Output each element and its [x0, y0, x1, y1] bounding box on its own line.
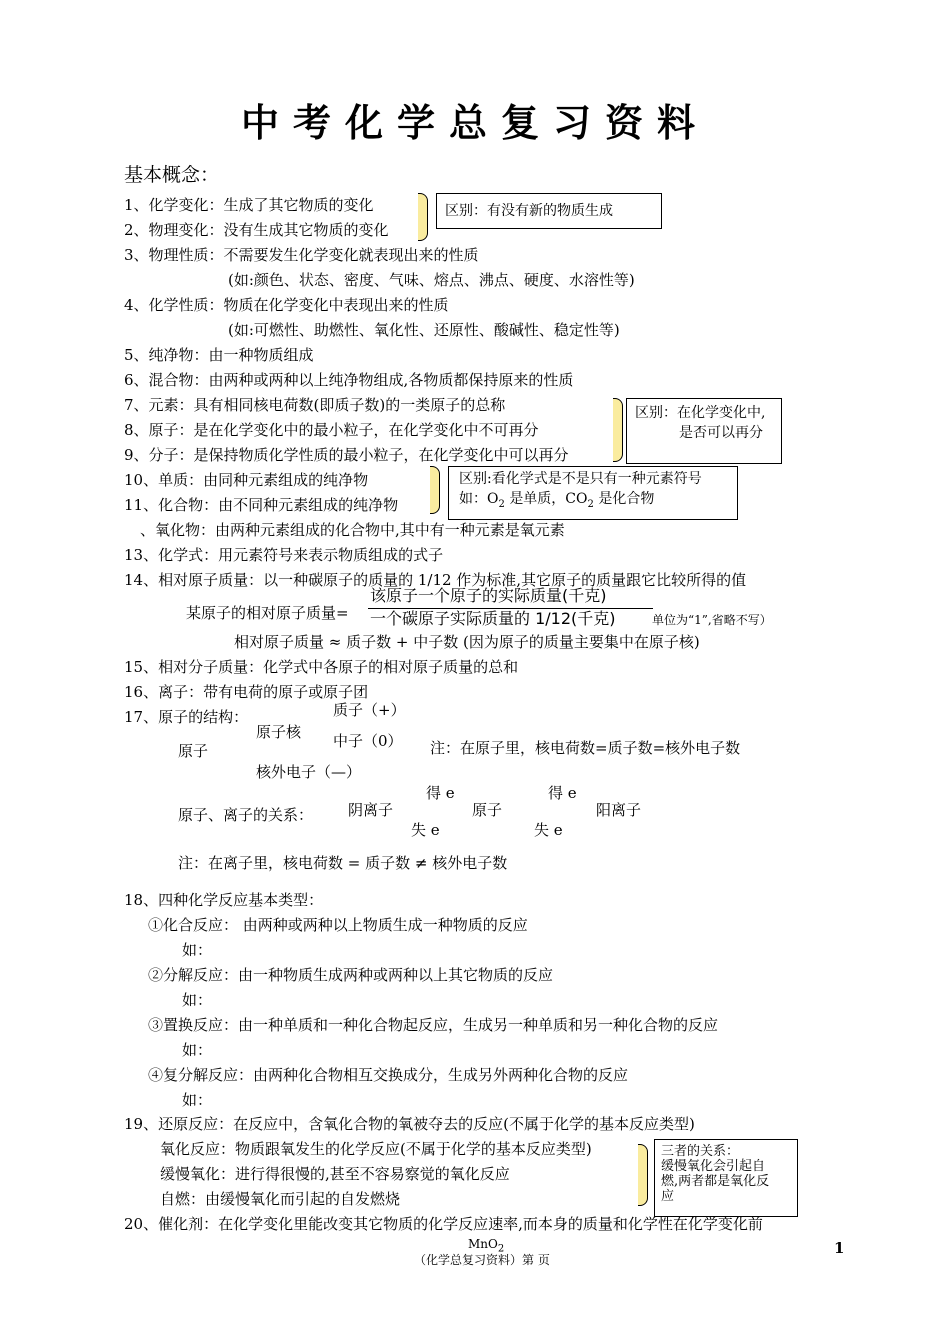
atom-root: 原子 [178, 742, 209, 760]
reaction-combination-example: 如： [182, 941, 213, 959]
note-box-3-sub-b: 2 [587, 498, 594, 510]
line-13: 13、化学式：用元素符号来表示物质组成的式子 [124, 546, 444, 564]
note-box-3-text-a: 如：O [459, 491, 499, 507]
note-box-4-line-3: 燃,两者都是氧化反 [661, 1174, 770, 1189]
line-19-slow-oxidation: 缓慢氧化：进行得很慢的,甚至不容易察觉的氧化反应 [160, 1165, 510, 1183]
document-title: 中考化学总复习资料 [240, 100, 709, 145]
line-6: 6、混合物：由两种或两种以上纯净物组成,各物质都保持原来的性质 [124, 371, 574, 389]
note-box-3-line-2 [459, 489, 727, 515]
reaction-combination: ①化合反应： 由两种或两种以上物质生成一种物质的反应 [148, 916, 528, 934]
reaction-displacement: ③置换反应：由一种单质和一种化合物起反应，生成另一种单质和另一种化合物的反应 [148, 1016, 719, 1034]
ion-gain-2: 得 e [548, 784, 577, 802]
line-7: 7、元素：具有相同核电荷数(即质子数)的一类原子的总称 [124, 396, 506, 414]
brace-1 [418, 193, 428, 241]
line-2: 2、物理变化：没有生成其它物质的变化 [124, 221, 389, 239]
brace-4 [638, 1144, 648, 1206]
ion-atom: 原子 [472, 801, 503, 819]
line-17: 17、原子的结构： [124, 708, 249, 726]
line-3-example: (如:颜色、状态、密度、气味、熔点、沸点、硬度、水溶性等) [228, 271, 635, 289]
line-14: 14、相对原子质量：以一种碳原子的质量的 1/12 作为标准,其它原子的质量跟它比较所得的值 [124, 571, 747, 589]
line-14-approx: 相对原子质量 ≈ 质子数 + 中子数 (因为原子的质量主要集中在原子核) [234, 633, 700, 651]
line-4-example: (如:可燃性、助燃性、氧化性、还原性、酸碱性、稳定性等) [228, 321, 620, 339]
line-20: 20、催化剂：在化学变化里能改变其它物质的化学反应速率,而本身的质量和化学性在化学变化前 [124, 1215, 763, 1233]
note-box-4-line-4: 应 [661, 1189, 675, 1204]
note-box-2 [626, 398, 782, 464]
line-19-oxidation: 氧化反应：物质跟氧发生的化学反应(不属于化学的基本反应类型) [160, 1140, 592, 1158]
ion-lose-2: 失 e [534, 821, 563, 839]
section-heading: 基本概念： [124, 164, 220, 186]
ion-note: 注：在离子里，核电荷数 = 质子数 ≠ 核外电子数 [178, 854, 508, 872]
note-box-4 [654, 1139, 798, 1217]
brace-2 [613, 398, 623, 462]
formula-label: 某原子的相对原子质量= [186, 604, 349, 622]
reaction-displacement-example: 如： [182, 1041, 213, 1059]
mno2-subscript: 2 [497, 1243, 505, 1255]
line-8: 8、原子：是在化学变化中的最小粒子，在化学变化中不可再分 [124, 421, 539, 439]
line-9: 9、分子：是保持物质化学性质的最小粒子，在化学变化中可以再分 [124, 446, 569, 464]
atom-nucleus: 原子核 [256, 723, 302, 741]
note-box-3-text-b: 是单质，CO [509, 491, 588, 507]
line-4: 4、化学性质：物质在化学变化中表现出来的性质 [124, 296, 449, 314]
line-19: 19、还原反应：在反应中，含氧化合物的氧被夺去的反应(不属于化学的基本反应类型) [124, 1115, 695, 1133]
atom-electron: 核外电子（—） [256, 763, 362, 781]
formula-denominator: 一个碳原子实际质量的 1/12(千克) [370, 609, 616, 628]
atom-note: 注：在原子里，核电荷数=质子数=核外电子数 [430, 739, 741, 757]
note-box-4-line-1: 三者的关系： [661, 1144, 740, 1159]
footer-text: （化学总复习资料）第 页 [414, 1253, 550, 1267]
formula-unit-note: 单位为“1”,省略不写） [652, 613, 772, 627]
line-1: 1、化学变化：生成了其它物质的变化 [124, 196, 374, 214]
line-3: 3、物理性质：不需要发生化学变化就表现出来的性质 [124, 246, 479, 264]
atom-neutron: 中子（0） [333, 732, 403, 750]
ion-gain-1: 得 e [426, 784, 455, 802]
reaction-double-decomposition-example: 如： [182, 1091, 213, 1109]
note-box-3-line-1: 区别:看化学式是不是只有一种元素符号 [459, 471, 702, 487]
brace-3 [430, 466, 440, 514]
line-16: 16、离子：带有电荷的原子或原子团 [124, 683, 369, 701]
line-5: 5、纯净物：由一种物质组成 [124, 346, 314, 364]
line-11: 11、化合物：由不同种元素组成的纯净物 [124, 496, 399, 514]
page-number: 1 [834, 1239, 845, 1257]
ion-relation-label: 原子、离子的关系： [178, 806, 314, 824]
reaction-decomposition: ②分解反应：由一种物质生成两种或两种以上其它物质的反应 [148, 966, 554, 984]
line-12: 、氧化物：由两种元素组成的化合物中,其中有一种元素是氧元素 [140, 521, 565, 539]
ion-anion: 阴离子 [348, 801, 394, 819]
line-10: 10、单质：由同种元素组成的纯净物 [124, 471, 369, 489]
line-19-spontaneous-combustion: 自燃：由缓慢氧化而引起的自发燃烧 [160, 1190, 401, 1208]
note-box-3 [448, 466, 738, 520]
line-15: 15、相对分子质量：化学式中各原子的相对原子质量的总和 [124, 658, 519, 676]
note-box-3-sub-a: 2 [498, 498, 505, 510]
note-box-2-line-1: 区别：在化学变化中, [635, 405, 766, 421]
note-box-3-text-c: 是化合物 [598, 491, 655, 507]
note-box-4-line-2: 缓慢氧化会引起自 [661, 1159, 766, 1174]
atom-proton: 质子（+） [333, 701, 406, 719]
note-box-2-line-2: 是否可以再分 [679, 425, 763, 441]
ion-cation: 阳离子 [596, 801, 642, 819]
note-box-1: 区别：有没有新的物质生成 [436, 193, 662, 229]
line-18: 18、四种化学反应基本类型： [124, 891, 324, 909]
ion-lose-1: 失 e [411, 821, 440, 839]
reaction-double-decomposition: ④复分解反应：由两种化合物相互交换成分，生成另外两种化合物的反应 [148, 1066, 629, 1084]
formula-numerator: 该原子一个原子的实际质量(千克) [370, 586, 607, 605]
reaction-decomposition-example: 如： [182, 991, 213, 1009]
mno2-text: MnO [468, 1237, 498, 1251]
